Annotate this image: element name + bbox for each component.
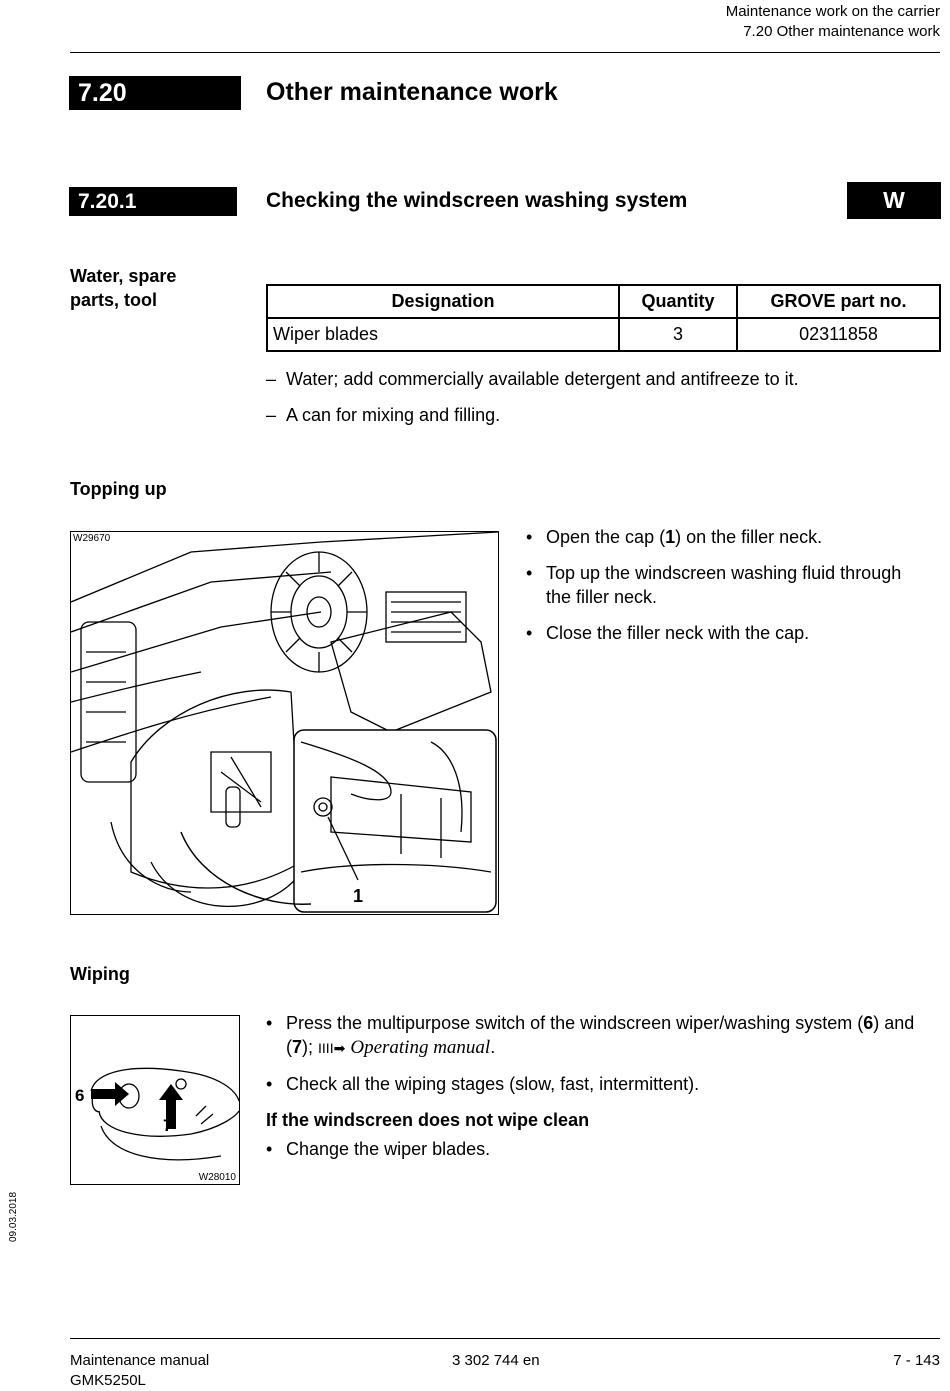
wiping-heading: Wiping <box>70 964 130 984</box>
cell-quantity: 3 <box>619 318 737 351</box>
parts-table-header <box>267 285 940 318</box>
wiper-switch-illustration <box>71 1016 239 1184</box>
col-quantity: Quantity <box>619 285 737 318</box>
header-rule <box>70 52 940 53</box>
switch-callout-6: 6 <box>75 1086 85 1105</box>
cell-designation: Wiper blades <box>267 318 619 351</box>
step-text: Open the cap ( <box>546 527 666 547</box>
list-item <box>266 1011 942 1060</box>
workshop-badge: W <box>847 182 941 219</box>
materials-label-line2: parts, tool <box>70 290 158 310</box>
step-callout-number: 7 <box>292 1037 303 1057</box>
materials-label <box>70 264 176 312</box>
list-item: – A can for mixing and filling. <box>266 403 936 427</box>
filler-neck-illustration <box>71 532 498 914</box>
list-item: • Close the filler neck with the cap. <box>526 621 926 645</box>
step-text: . <box>490 1037 496 1057</box>
table-row <box>267 318 940 351</box>
materials-label-line1: Water, spare <box>70 266 177 286</box>
section-title: Other maintenance work <box>266 78 558 106</box>
topping-up-steps <box>526 525 926 657</box>
list-item <box>526 525 926 549</box>
header-section: 7.20 Other maintenance work <box>743 23 940 40</box>
reference-arrow-icon: IIII➡ <box>318 1040 346 1056</box>
step-text: ); <box>302 1037 314 1057</box>
filler-neck-figure <box>70 531 499 915</box>
wiping-remedy <box>266 1137 942 1173</box>
footer-manual-title: Maintenance manual <box>70 1352 210 1369</box>
footer-rule <box>70 1338 940 1339</box>
subsection-title: Checking the windscreen washing system <box>266 189 688 212</box>
step-text: ) on the filler neck. <box>675 527 823 547</box>
operating-manual-reference: Operating manual <box>350 1037 491 1058</box>
footer-manual <box>70 1351 209 1391</box>
parts-table <box>266 284 941 352</box>
list-item: • Change the wiper blades. <box>266 1137 942 1161</box>
topping-up-heading: Topping up <box>70 479 167 499</box>
col-designation: Designation <box>267 285 619 318</box>
step-text: Press the multipurpose switch of the windscreen wiper/washing system ( <box>286 1013 864 1033</box>
footer-page-number: 7 - 143 <box>893 1352 940 1369</box>
col-part-no: GROVE part no. <box>737 285 940 318</box>
subsection-number: 7.20.1 <box>69 187 237 216</box>
figure-code: W29670 <box>73 533 111 544</box>
header-chapter: Maintenance work on the carrier <box>725 3 940 20</box>
wiper-switch-figure <box>70 1015 240 1185</box>
footer-model: GMK5250L <box>70 1372 146 1389</box>
wiping-steps <box>266 1011 942 1108</box>
cell-part-no: 02311858 <box>737 318 940 351</box>
footer-doc-number: 3 302 744 en <box>452 1352 540 1369</box>
revision-date: 09.03.2018 <box>8 1191 19 1242</box>
list-item: • Check all the wiping stages (slow, fast, intermittent). <box>266 1072 942 1096</box>
materials-notes <box>266 367 936 439</box>
step-callout-number: 6 <box>863 1013 874 1033</box>
running-header <box>726 2 940 42</box>
switch-callout-7: 7 <box>163 1116 173 1135</box>
filler-cap-callout: 1 <box>353 886 364 906</box>
section-number: 7.20 <box>69 76 241 110</box>
step-callout-number: 1 <box>665 527 676 547</box>
list-item: – Water; add commercially available detergent and antifreeze to it. <box>266 367 936 391</box>
list-item: • Top up the windscreen washing fluid through the filler neck. <box>526 561 926 609</box>
figure-code: W28010 <box>198 1172 236 1183</box>
step-text: ) and ( <box>286 1013 915 1057</box>
wiping-subheading: If the windscreen does not wipe clean <box>266 1110 590 1130</box>
